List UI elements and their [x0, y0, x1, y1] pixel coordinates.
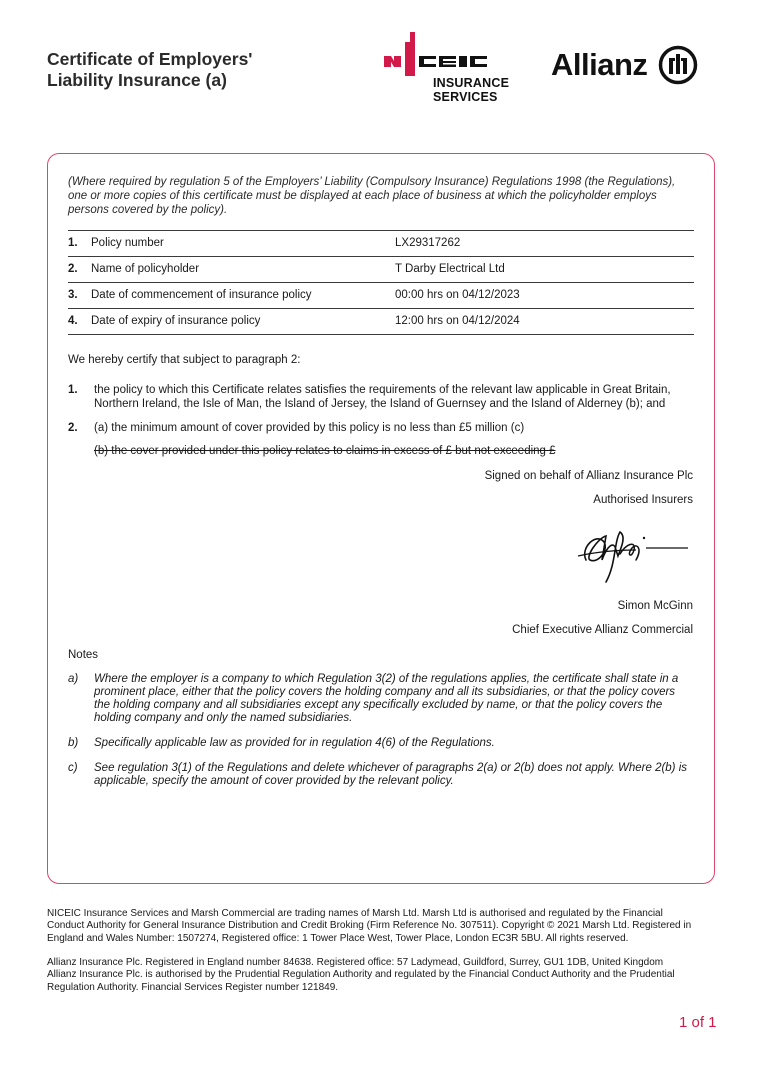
footer-line: Allianz Insurance Plc. is authorised by the Prudential Regulation Authority and regulated by the Financial Conduct Authority and the Prudential [47, 969, 675, 981]
certify-item-1-line-1: the policy to which this Certificate relates satisfies the requirements of the relevant law applicable in Great Britain, [94, 384, 671, 396]
note-a-line-1: Where the employer is a company to which Regulation 3(2) of the regulations applies, the certificate shall state in a [94, 673, 679, 685]
table-row [68, 257, 694, 283]
page-number: 1 of 1 [679, 1014, 717, 1031]
allianz-logo [551, 45, 701, 87]
expiry-value: 12:00 hrs on 04/12/2024 [395, 315, 520, 327]
note-b-line-1: Specifically applicable law as provided for in regulation 4(6) of the Regulations. [94, 737, 495, 749]
table-row [68, 309, 694, 335]
intro-text: (Where required by regulation 5 of the Employers’ Liability (Compulsory Insurance) Regulations 1998 (the Regulations), one or more copies of this certificate must be displayed at each place of business at which the policyholder employs persons covered by the policy). [68, 176, 676, 216]
footer-line: Allianz Insurance Plc. Registered in England number 84638. Registered office: 57 Ladymead, Guildford, Surrey, GU1 1DB, United Kingdom [47, 957, 664, 968]
niceic-sub-text [433, 76, 509, 104]
title-line-1: Certificate of Employers' [47, 49, 253, 69]
policy-table [68, 230, 694, 335]
row-label: Date of commencement of insurance policy [91, 289, 312, 301]
certify-item-2-number: 2. [68, 422, 78, 434]
certify-item-1-number: 1. [68, 384, 78, 396]
handwritten-signature [576, 520, 692, 586]
footer-line: NICEIC Insurance Services and Marsh Commercial are trading names of Marsh Ltd. Marsh Ltd is authorised and regulated by the Financial [47, 908, 663, 919]
row-label: Policy number [91, 237, 164, 249]
footer-line: Regulation Authority. Financial Services Register number 121849. [47, 981, 339, 993]
niceic-sub-line-1: INSURANCE [433, 76, 510, 90]
table-row [68, 230, 694, 257]
signatory-role: Chief Executive Allianz Commercial [512, 624, 693, 636]
allianz-wordmark: Allianz [551, 47, 648, 82]
row-label: Name of policyholder [91, 263, 200, 275]
note-a-line-3: the holding company and all subsidiaries except any specifically excluded by name, or that the policy covers the [94, 699, 663, 711]
footer-line: England and Wales Number: 1507274, Registered office: 1 Tower Place West, Tower Place, London EC3R 5BU. All rights reserved. [47, 932, 629, 944]
note-b-letter: b) [68, 737, 79, 749]
note-c-letter: c) [68, 762, 78, 774]
signed-on-behalf: Signed on behalf of Allianz Insurance Plc [484, 470, 693, 482]
niceic-insurance-logo [384, 32, 516, 106]
row-number: 2. [68, 263, 78, 275]
policy-number-value: LX29317262 [395, 237, 461, 249]
note-a-letter: a) [68, 673, 79, 685]
row-number: 1. [68, 237, 78, 249]
note-c-line-1: See regulation 3(1) of the Regulations and delete whichever of paragraphs 2(a) or 2(b) does not apply. Where 2(b) is [94, 762, 688, 774]
authorised-insurers: Authorised Insurers [593, 494, 693, 506]
footer-line: Conduct Authority for General Insurance Distribution and Credit Broking (Firm Reference No. 307511). Copyright © 2021 Marsh Ltd. Registered in [47, 920, 692, 932]
row-number: 4. [68, 315, 78, 327]
row-number: 3. [68, 289, 78, 301]
footer-allianz [47, 957, 715, 994]
certify-item-1-line-2: Northern Ireland, the Isle of Man, the Island of Jersey, the Island of Guernsey and the Island of Alderney (b); and [94, 398, 666, 410]
policyholder-value: T Darby Electrical Ltd [395, 263, 505, 275]
notes-heading: Notes [68, 649, 99, 661]
certify-lead: We hereby certify that subject to paragraph 2: [68, 354, 301, 366]
table-row [68, 283, 694, 309]
title-line-2: Liability Insurance (a) [47, 70, 227, 90]
certify-item-2a: (a) the minimum amount of cover provided by this policy is no less than £5 million (c) [94, 422, 525, 434]
commencement-value: 00:00 hrs on 04/12/2023 [395, 289, 520, 301]
page-title [47, 49, 252, 91]
note-c-line-2: applicable, specify the amount of cover provided by the relevant policy. [94, 775, 454, 787]
allianz-eagle-icon [658, 45, 698, 85]
footer-marsh [47, 908, 715, 945]
note-a-line-2: prominent place, either that the policy covers the holding company and all its subsidiaries, or that the policy covers [94, 686, 676, 698]
row-label: Date of expiry of insurance policy [91, 315, 261, 327]
certify-item-2b-struck: (b) the cover provided under this policy relates to claims in excess of £ but not exceeding £ [94, 445, 556, 457]
signatory-name: Simon McGinn [617, 600, 693, 612]
note-a-line-4: holding company and only the named subsidiaries. [94, 712, 353, 724]
niceic-sub-line-2: SERVICES [433, 90, 498, 104]
niceic-logo-icon [384, 32, 516, 76]
